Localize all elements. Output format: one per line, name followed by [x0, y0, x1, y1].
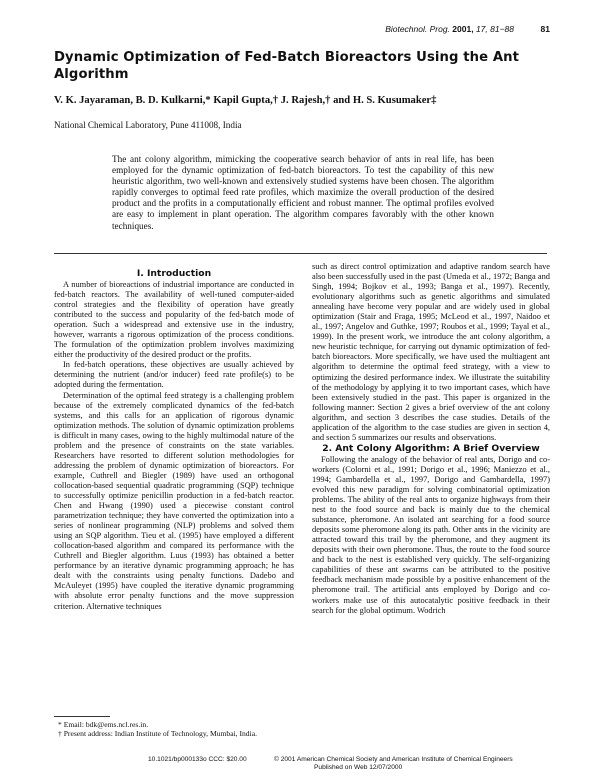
- footnotes: [54, 720, 294, 739]
- page-number: 81: [540, 24, 550, 34]
- affiliation: National Chemical Laboratory, Pune 411008, India: [54, 120, 242, 130]
- footnote-divider: [54, 716, 110, 717]
- right-column: [312, 262, 550, 616]
- paragraph: such as direct control optimization and adaptive random search have also been successfully used in the past (Umeda et al., 1972; Banga and Singh, 1994; Bojkov et al., 1993; Banga et al., 1997). Recently, evolutionary algorithms such as genetic algorithms and simulated annealing have become very popular and are widely used in global optimization (Stair and Fraga, 1995; McLeod et al., 1997, Naidoo et al., 1997; Angelov and Guthke, 1997; Roubos et al., 1999; Tayal et al., 1999). In the present work, we introduce the ant colony algorithm, a new heuristic technique, for carrying out dynamic optimization of fed-batch bioreactors. More specifically, we have used the multiagent ant algorithm to determine the optimal feed strategy, with a view to optimizing the desired performance index. We illustrate the suitability of the methodology by applying it to two important cases, which have been extensively studied in the past. This paper is organized in the following manner: Section 2 gives a brief overview of the ant colony algorithm, and section 3 describes the case studies. Details of the application of the algorithm to the case studies are given in section 4, and section 5 summarizes our results and observations.: [312, 262, 550, 442]
- journal-citation: [385, 24, 514, 34]
- journal-name: Biotechnol. Prog.: [385, 24, 450, 34]
- publication-date: Published on Web 12/07/2000: [314, 764, 403, 771]
- article-title: Dynamic Optimization of Fed-Batch Bioreactors Using the Ant Algorithm: [54, 50, 520, 82]
- abstract: The ant colony algorithm, mimicking the cooperative search behavior of ants in real life, has been employed for the dynamic optimization of fed-batch bioreactors. To test the capability of this new heuristic algorithm, two well-known and extensively studied systems have been chosen. The algorithm rapidly converges to optimal feed rate profiles, which maximize the overall production of the desired product and the profits in a computationally efficient and robust manner. The optimal profiles evolved are easy to implement in plant operation. The algorithm compares favorably with the other known techniques.: [112, 154, 494, 231]
- running-header: [54, 24, 550, 38]
- abstract-divider: [54, 253, 547, 254]
- journal-volume-pages: 17, 81−88: [473, 24, 514, 34]
- section-heading-ant-colony: 2. Ant Colony Algorithm: A Brief Overview: [322, 442, 540, 454]
- doi-code: 10.1021/bp000133o CCC: $20.00: [148, 756, 247, 763]
- paragraph: Following the analogy of the behavior of real ants, Dorigo and co-workers (Colorni et al., 1991; Dorigo et al., 1996; Maniezzo et al., 1994; Gambardella et al., 1997, Dorigo and Gambardella, 1997) evolved this new paradigm for solving combinatorial optimization problems. The ability of the real ants to organize highways from their nest to the food source and back is mainly due to the chemical substance, pheromone. An isolated ant searching for a food source deposits some pheromone along its path. Other ants in the vicinity are attracted toward this trail by the pheromone, and they augment its deposits with their own pheromone. Thus, the route to the food source and back to the nest is established very quickly. The self-organizing capabilities of these ant swarms can be attributed to the positive feedback mechanism made possible by a positive enhancement of the pheromone trail. The artificial ants employed by Dorigo and co-workers make use of this autocatalytic positive feedback in their search for the global optimum. Wodrich: [312, 454, 550, 615]
- paragraph: In fed-batch operations, these objectives are usually achieved by determining the nutrient (and/or inducer) feed rate profile(s) to be adopted during the fermentation.: [54, 360, 294, 390]
- paragraph: Determination of the optimal feed strategy is a challenging problem because of the extremely complicated dynamics of the fed-batch systems, and this calls for an application of rigorous dynamic optimization methods. The solution of dynamic optimization problems is difficult in many cases, owing to the highly multimodal nature of the problem and the presence of constraints on the state variables. Researchers have resorted to different solution methodologies for addressing the problem of dynamic optimization of bioreactors. For example, Cuthrell and Biegler (1989) have used an orthogonal collocation-based sequential quadratic programming (SQP) technique to successfully optimize penicillin production in a fed-batch reactor. Chen and Hwang (1990) used a piecewise constant control parametrization technique; they have converted the optimization into a series of nonlinear programming (NLP) problems and solved them using an SQP algorithm. Tieu et al. (1995) have employed a different collocation-based algorithm and compared its performance with the Cuthrell and Biegler algorithm. Luus (1993) has obtained a better performance by an iterative dynamic programming approach; he has dealt with the constraints using penalty functions. Dadebo and McAuleyet (1995) have coupled the iterative dynamic programming with absolute error penalty functions and the move suppression criterion. Alternative techniques: [54, 390, 294, 611]
- paragraph: A number of bioreactions of industrial importance are conducted in fed-batch reactors. The availability of well-tuned computer-aided control strategies and the flexibility of operation have greatly contributed to the success and popularity of the fed-batch mode of operation. Such a widespread and extensive use in the industry, however, warrants a rigorous optimization of the process conditions. The formulation of the optimization problem involves maximizing either the productivity of the desired product or the profits.: [54, 280, 294, 360]
- author-list: V. K. Jayaraman, B. D. Kulkarni,* Kapil Gupta,† J. Rajesh,† and H. S. Kusumaker‡: [54, 95, 437, 106]
- copyright-notice: © 2001 American Chemical Society and American Institute of Chemical Engineers: [274, 756, 513, 763]
- section-heading-introduction: I. Introduction: [136, 268, 212, 279]
- journal-year: 2001,: [452, 24, 474, 34]
- left-column: [54, 268, 294, 612]
- footnote-present-address: † Present address: Indian Institute of Technology, Mumbai, India.: [58, 729, 257, 739]
- footnote-email: * Email: bdk@ems.ncl.res.in.: [58, 720, 149, 729]
